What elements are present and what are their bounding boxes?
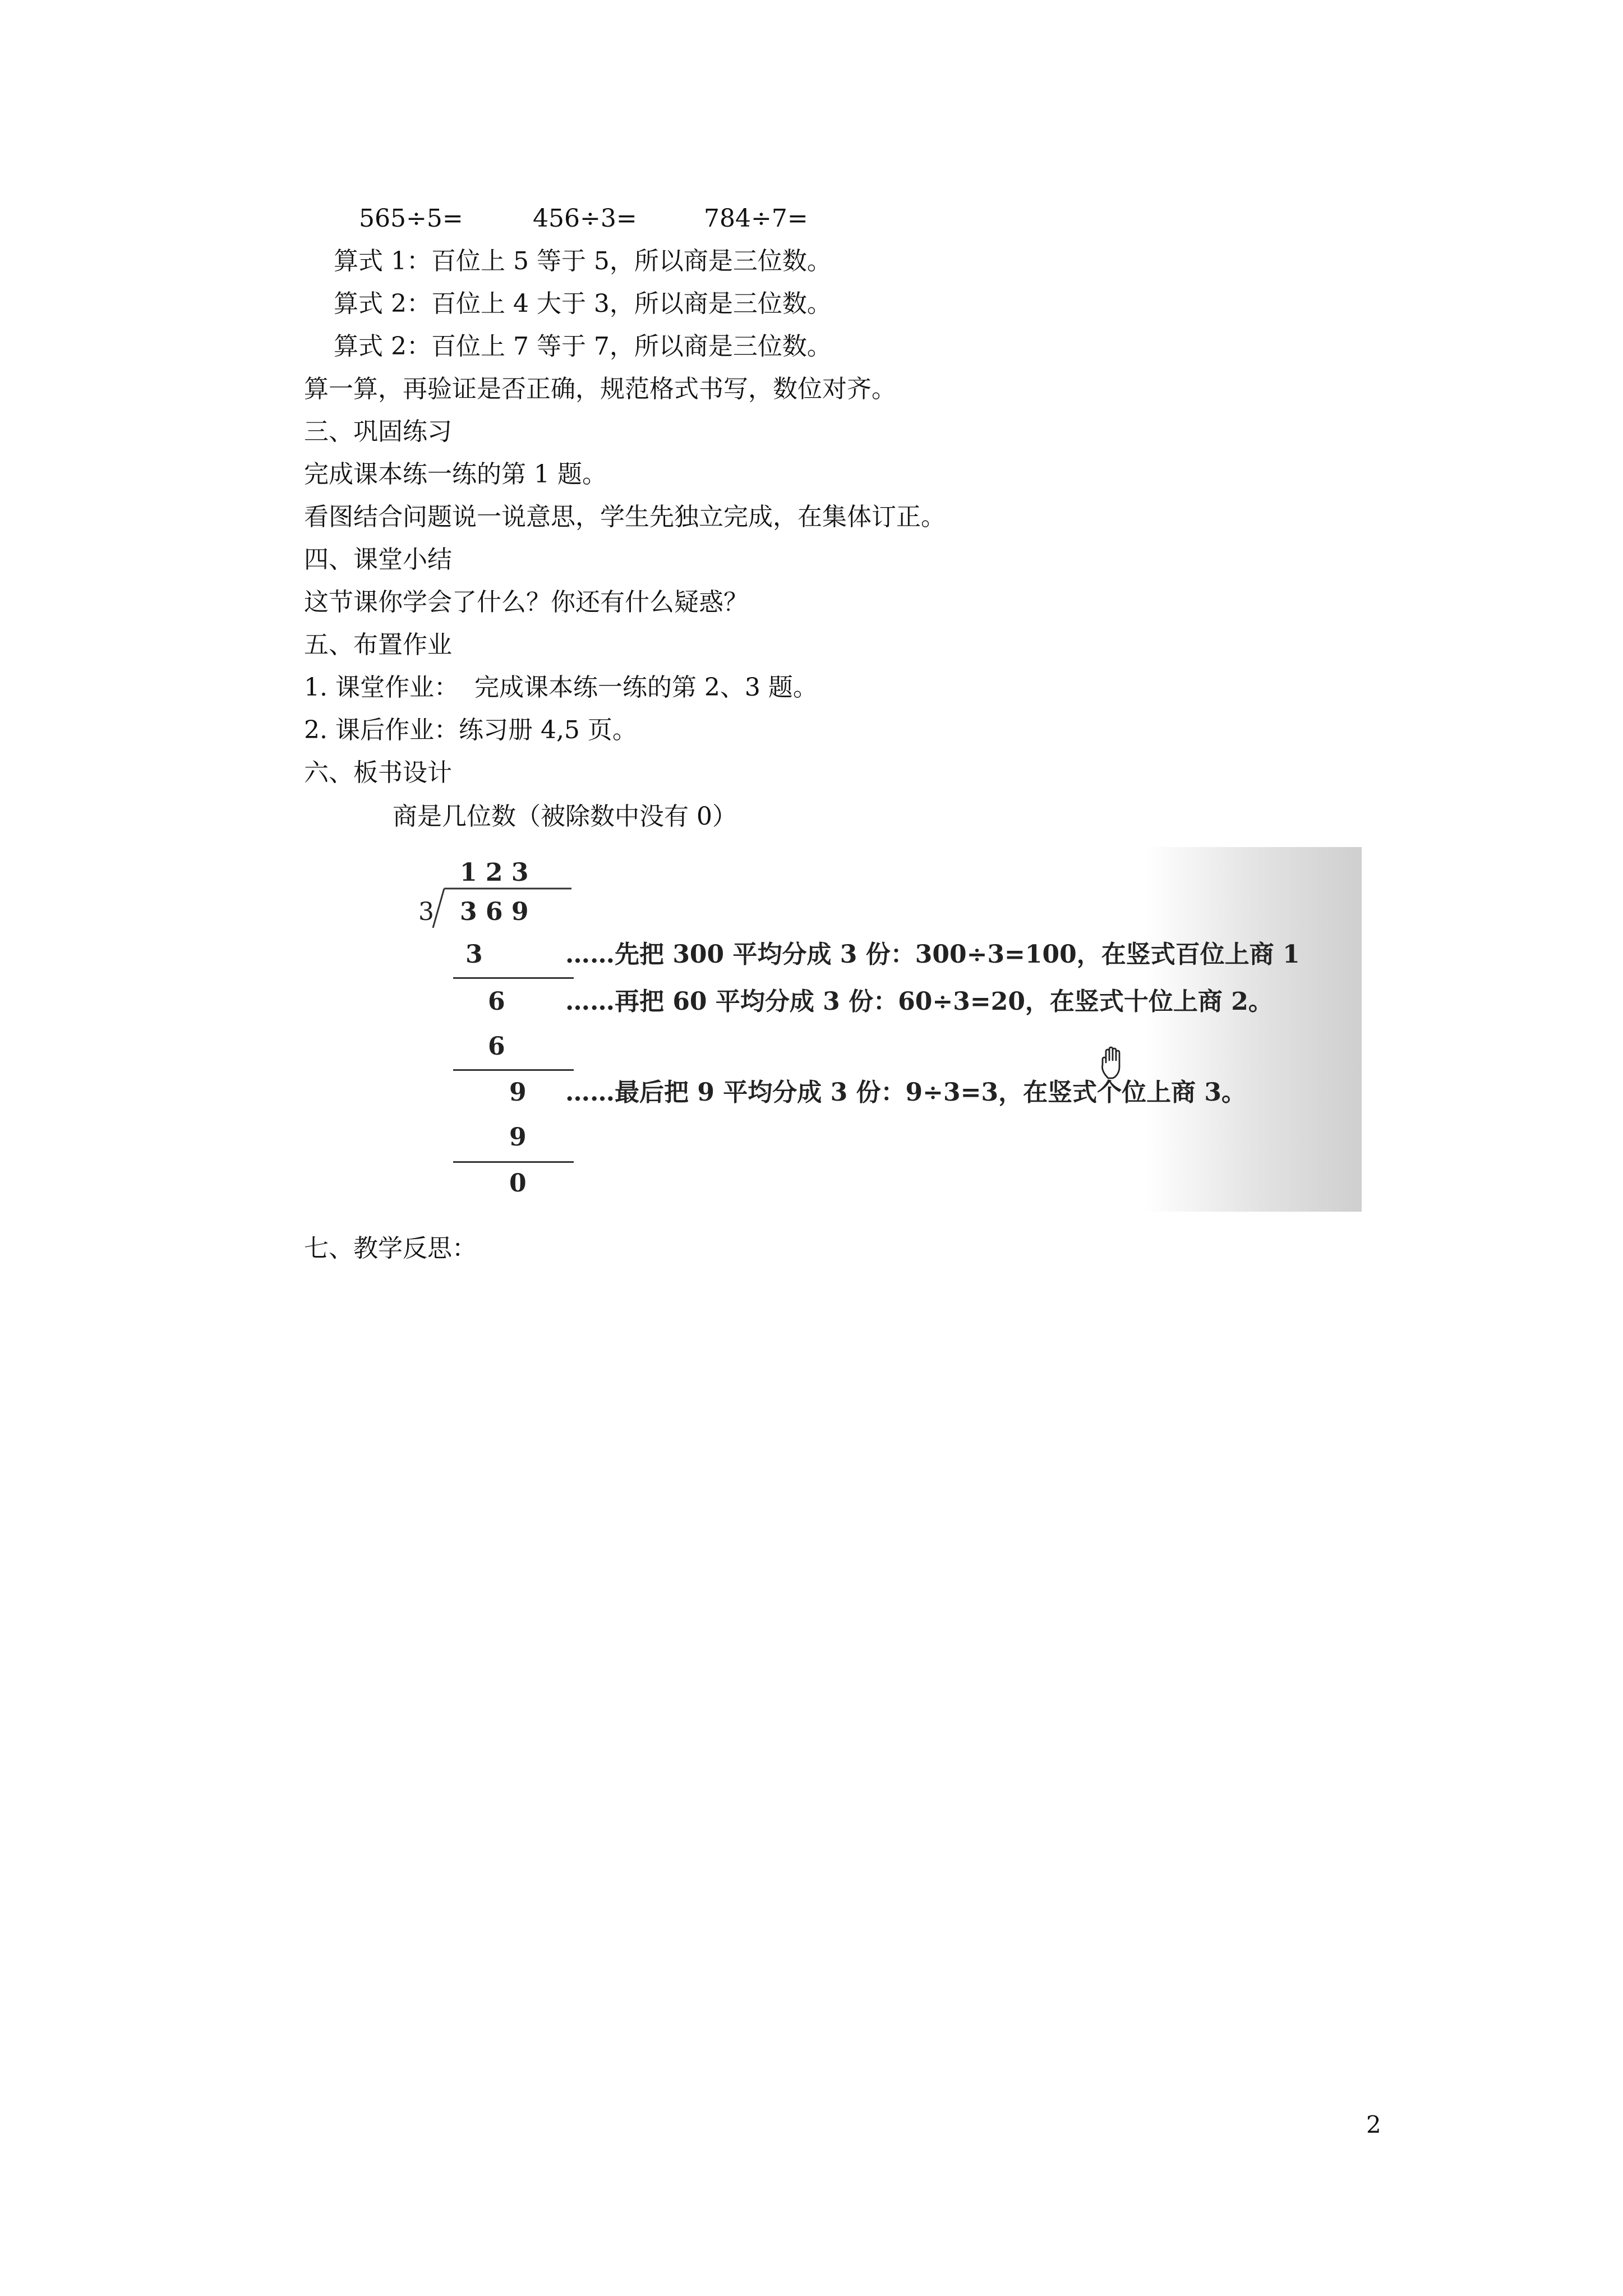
- hand-cursor-icon: [1098, 1045, 1132, 1080]
- step-note: ……再把 60 平均分成 3 份：60÷3=20，在竖式十位上商 2。: [565, 987, 1273, 1016]
- body-line: 完成课本练一练的第 1 题。: [304, 460, 607, 489]
- step-subtract: 9: [509, 1123, 527, 1152]
- analysis-line: 算式 2：百位上 7 等于 7，所以商是三位数。: [334, 332, 832, 361]
- body-line: 算一算，再验证是否正确，规范格式书写，数位对齐。: [304, 375, 896, 403]
- section-heading: 三、巩固练习: [304, 417, 452, 446]
- step-note: ……最后把 9 平均分成 3 份：9÷3=3，在竖式个位上商 3。: [565, 1078, 1247, 1107]
- equation-1: 565÷5=: [359, 204, 463, 233]
- step-rule: [453, 977, 574, 979]
- body-line: 这节课你学会了什么？你还有什么疑惑？: [304, 588, 748, 616]
- divisor: 3: [418, 898, 434, 926]
- reflection-heading: 七、教学反思：: [304, 1234, 477, 1263]
- step-subtract: 6: [488, 1032, 505, 1061]
- step-rule: [453, 1069, 574, 1071]
- body-line: 2. 课后作业：练习册 4,5 页。: [304, 716, 637, 744]
- analysis-line: 算式 2：百位上 4 大于 3，所以商是三位数。: [334, 289, 832, 318]
- dividend: 3 6 9: [460, 898, 529, 926]
- equation-2: 456÷3=: [533, 204, 637, 233]
- section-heading: 四、课堂小结: [304, 545, 452, 574]
- long-division-figure: [375, 847, 1362, 1212]
- section-heading: 五、布置作业: [304, 631, 452, 659]
- step-remainder: 9: [509, 1078, 527, 1107]
- equation-3: 784÷7=: [704, 204, 808, 233]
- section-heading: 六、板书设计: [304, 758, 452, 787]
- step-rule: [453, 1161, 574, 1163]
- step-subtract: 3: [465, 940, 483, 969]
- step-note: ……先把 300 平均分成 3 份：300÷3=100，在竖式百位上商 1: [565, 940, 1300, 969]
- page-number: 2: [1366, 2111, 1381, 2138]
- analysis-line: 算式 1：百位上 5 等于 5，所以商是三位数。: [334, 247, 832, 275]
- body-line: 1. 课堂作业： 完成课本练一练的第 2、3 题。: [304, 673, 818, 702]
- board-title: 商是几位数（被除数中没有 0）: [393, 802, 737, 831]
- body-line: 看图结合问题说一说意思，学生先独立完成，在集体订正。: [304, 503, 946, 531]
- quotient: 1 2 3: [460, 858, 529, 887]
- step-remainder: 0: [509, 1169, 527, 1198]
- step-remainder: 6: [488, 987, 505, 1016]
